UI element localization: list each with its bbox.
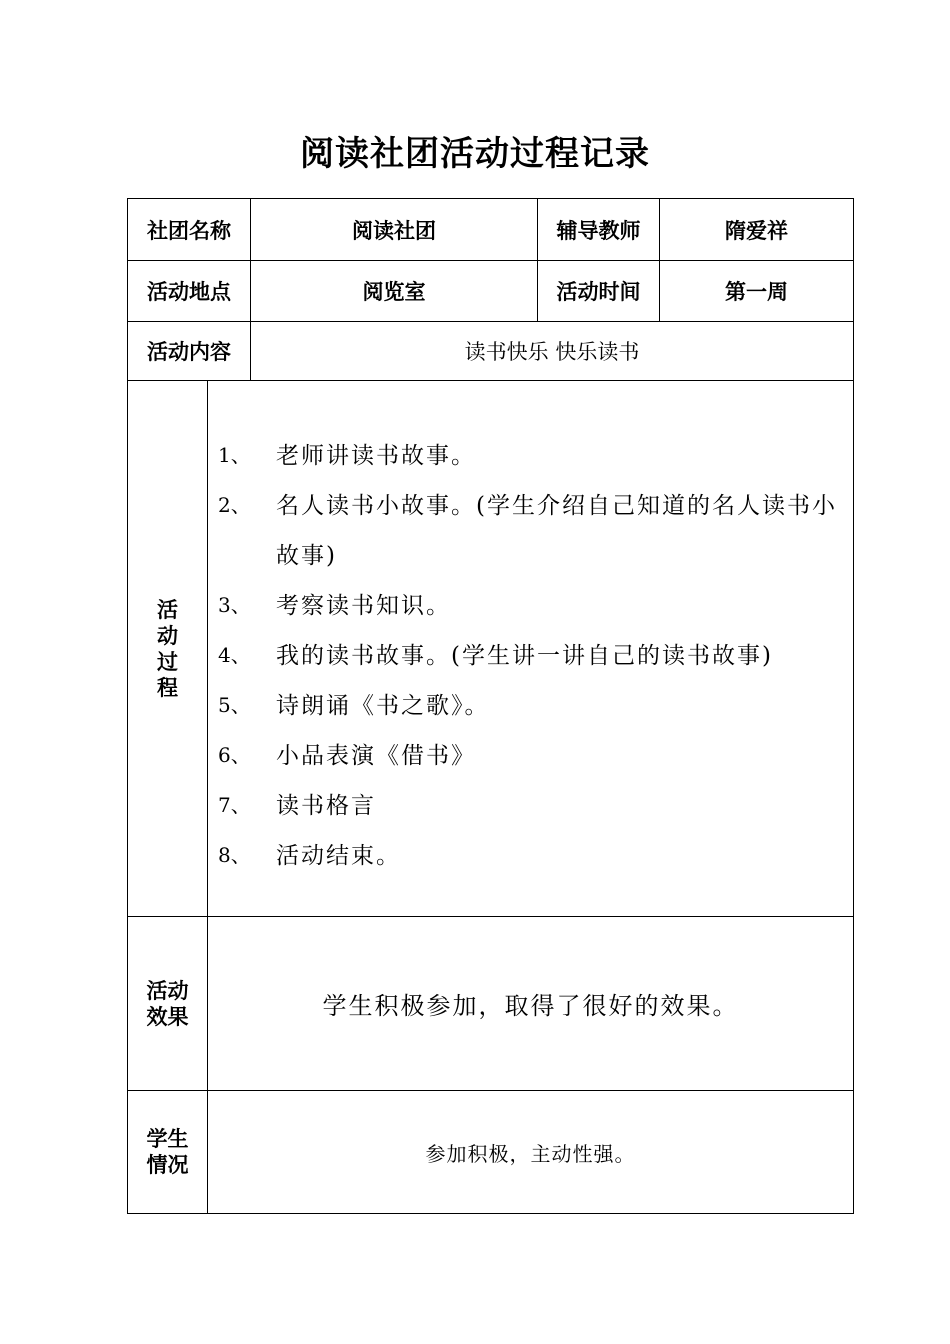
- process-list: [218, 428, 848, 878]
- item-number: 4、: [218, 642, 251, 667]
- process-label-char: 动: [157, 623, 178, 648]
- item-text: 老师讲读书故事。: [276, 442, 476, 469]
- process-label-char: 活: [157, 597, 178, 622]
- student-label: [128, 1091, 207, 1213]
- process-label: [128, 381, 207, 916]
- item-number: 7、: [218, 792, 251, 817]
- effect-label-line: 活动: [146, 978, 189, 1003]
- effect-label-line: 效果: [146, 1004, 189, 1029]
- teacher-label: 辅导教师: [556, 218, 641, 243]
- item-text: 故事): [276, 542, 337, 569]
- item-number: 1、: [218, 442, 251, 467]
- item-text: 考察读书知识。: [276, 592, 451, 619]
- location-value: 阅览室: [362, 280, 426, 304]
- item-text: 名人读书小故事。(学生介绍自己知道的名人读书小: [276, 492, 837, 519]
- item-text: 读书格言: [276, 792, 376, 819]
- item-text: 活动结束。: [276, 842, 401, 869]
- process-label-char: 程: [157, 675, 178, 700]
- item-text: 小品表演《借书》: [276, 742, 476, 769]
- item-number: 2、: [218, 492, 251, 517]
- list-item: [218, 578, 848, 628]
- student-label-line: 学生: [146, 1127, 189, 1151]
- student-value: 参加积极，主动性强。: [425, 1141, 636, 1166]
- location-label: 活动地点: [147, 280, 231, 304]
- time-label: 活动时间: [556, 280, 641, 304]
- page-title: 阅读社团活动过程记录: [300, 134, 650, 174]
- item-number: 5、: [218, 692, 251, 717]
- list-item: [218, 678, 848, 728]
- table-border: [127, 1213, 854, 1214]
- list-item: [218, 528, 848, 578]
- table-border: [853, 198, 854, 1214]
- table-border: [127, 380, 854, 381]
- time-value: 第一周: [725, 280, 788, 304]
- list-item: [218, 478, 848, 528]
- list-item: [218, 428, 848, 478]
- list-item: [218, 828, 848, 878]
- list-item: [218, 778, 848, 828]
- item-number: 6、: [218, 742, 251, 767]
- list-item: [218, 628, 848, 678]
- item-number: 3、: [218, 592, 251, 617]
- club-name-label: 社团名称: [147, 218, 231, 243]
- content-label: 活动内容: [147, 340, 231, 364]
- student-label-line: 情况: [146, 1153, 189, 1177]
- list-item: [218, 728, 848, 778]
- item-text: 我的读书故事。(学生讲一讲自己的读书故事): [276, 642, 773, 669]
- effect-value: 学生积极参加，取得了很好的效果。: [322, 992, 739, 1020]
- item-text: 诗朗诵《书之歌》。: [276, 692, 490, 719]
- effect-label: [128, 917, 207, 1090]
- teacher-value: 隋爱祥: [725, 218, 788, 243]
- item-number: 8、: [218, 842, 251, 867]
- club-name-value: 阅读社团: [352, 218, 436, 243]
- content-value: 读书快乐 快乐读书: [464, 340, 640, 364]
- process-label-char: 过: [157, 649, 178, 674]
